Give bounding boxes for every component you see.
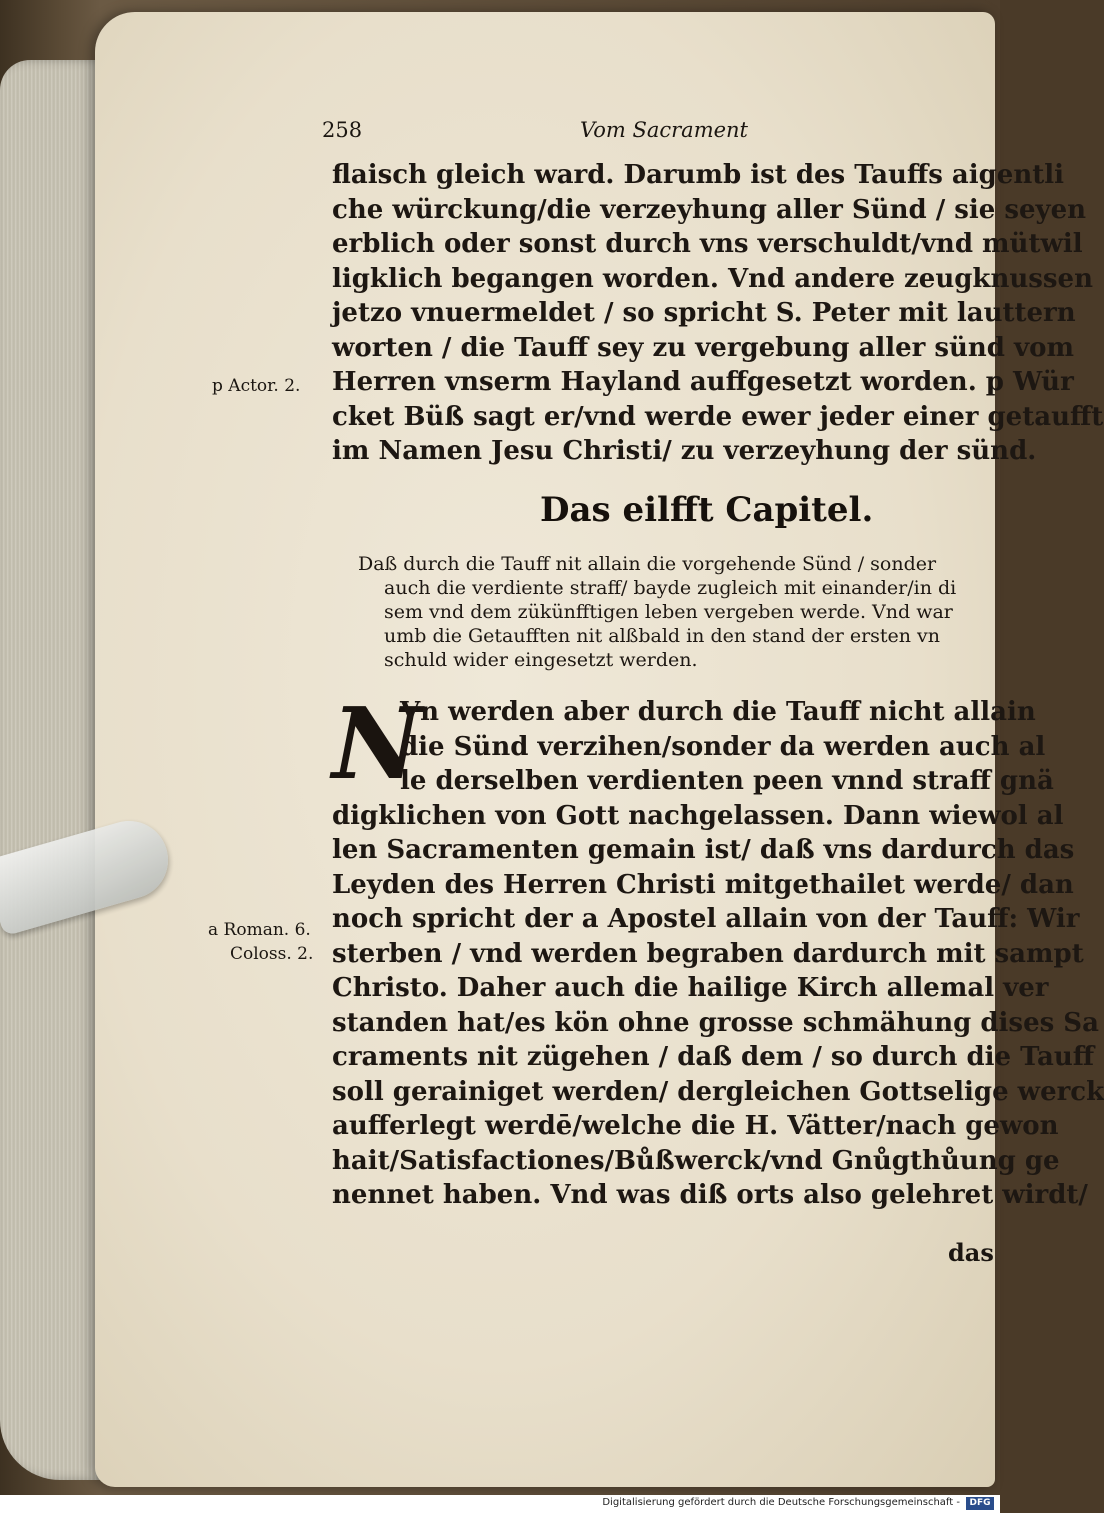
running-title: Vom Sacrament [580, 118, 748, 142]
text-line: erblich oder sonst durch vns verschuldt/vnd mütwil [332, 229, 1083, 259]
chapter-summary [358, 552, 968, 672]
text-line: che würckung/die verzeyhung aller Sünd / sie seyen [332, 194, 1087, 225]
text-line: jetzo vnuermeldet / so spricht S. Peter mit lauttern [332, 298, 1076, 328]
text-line: aufferlegt werdē/welche die H. Vätter/nach gewon [332, 1111, 1059, 1141]
text-line: die Sünd verzihen/sonder da werden auch al [400, 731, 1046, 762]
page-number: 258 [322, 118, 363, 142]
text-line: sterben / vnd werden begraben dardurch mit sampt [332, 938, 1084, 969]
summary-line: auch die verdiente straff/ bayde zugleich mit einander/in di [384, 577, 957, 599]
text-line: flaisch gleich ward. Darumb ist des Tauffs aigentli [332, 160, 1064, 190]
text-line: craments nit zügehen / daß dem / so durch die Tauff [332, 1042, 1095, 1072]
book-page-edges [0, 60, 110, 1480]
margin-note-a-cont: Coloss. 2. [230, 944, 314, 964]
text-line: Leyden des Herren Christi mitgethailet werde/ dan [332, 869, 1074, 900]
summary-line: sem vnd dem zükünfftigen leben vergeben werde. Vnd war [384, 601, 953, 623]
summary-line: umb die Getaufften nit alßbald in den stand der ersten vn [384, 625, 941, 647]
footer-credit: Digitalisierung gefördert durch die Deutsche Forschungsgemeinschaft - [602, 1497, 960, 1508]
footer-bar [0, 1495, 1000, 1513]
text-line: im Namen Jesu Christi/ zu verzeyhung der sünd. [332, 436, 1037, 466]
summary-line: schuld wider eingesetzt werden. [384, 649, 698, 671]
text-line: ligklich begangen worden. Vnd andere zeugknussen [332, 263, 1093, 294]
text-line: noch spricht der a Apostel allain von der Tauff: Wir [332, 904, 1080, 934]
summary-line: Daß durch die Tauff nit allain die vorgehende Sünd / sonder [358, 553, 937, 575]
chapter-heading: Das eilfft Capitel. [540, 490, 874, 530]
text-line: worten / die Tauff sey zu vergebung aller sünd vom [332, 332, 1075, 363]
text-line: soll gerainiget werden/ dergleichen Gottselige werck [332, 1076, 1104, 1107]
chapter-body-text [332, 687, 1104, 1213]
text-line: digklichen von Gott nachgelassen. Dann wiewol al [332, 800, 1064, 831]
text-line: le derselben verdienten peen vnnd straff gnä [400, 766, 1054, 796]
body-text-top [332, 158, 1104, 469]
text-line: cket Büß sagt er/vnd werde ewer jeder einer getaufft [332, 401, 1104, 432]
catchword: das [948, 1238, 994, 1267]
margin-note-p: p Actor. 2. [212, 376, 301, 396]
decorated-initial: N [332, 687, 422, 802]
running-head [322, 118, 792, 148]
text-line: Herren vnserm Hayland auffgesetzt worden. p Wür [332, 367, 1074, 397]
margin-note-a: a Roman. 6. [208, 920, 311, 940]
text-line: nennet haben. Vnd was diß orts also gelehret wirdt/ [332, 1180, 1088, 1210]
text-line: Christo. Daher auch die hailige Kirch allemal ver [332, 973, 1049, 1003]
text-line: standen hat/es kön ohne grosse schmähung dises Sa [332, 1007, 1099, 1038]
text-line: Vn werden aber durch die Tauff nicht allain [400, 697, 1036, 727]
dfg-logo-icon: DFG [966, 1497, 994, 1510]
text-line: hait/Satisfactiones/Bůßwerck/vnd Gnůgthůung ge [332, 1145, 1060, 1176]
text-line: len Sacramenten gemain ist/ daß vns dardurch das [332, 835, 1075, 865]
